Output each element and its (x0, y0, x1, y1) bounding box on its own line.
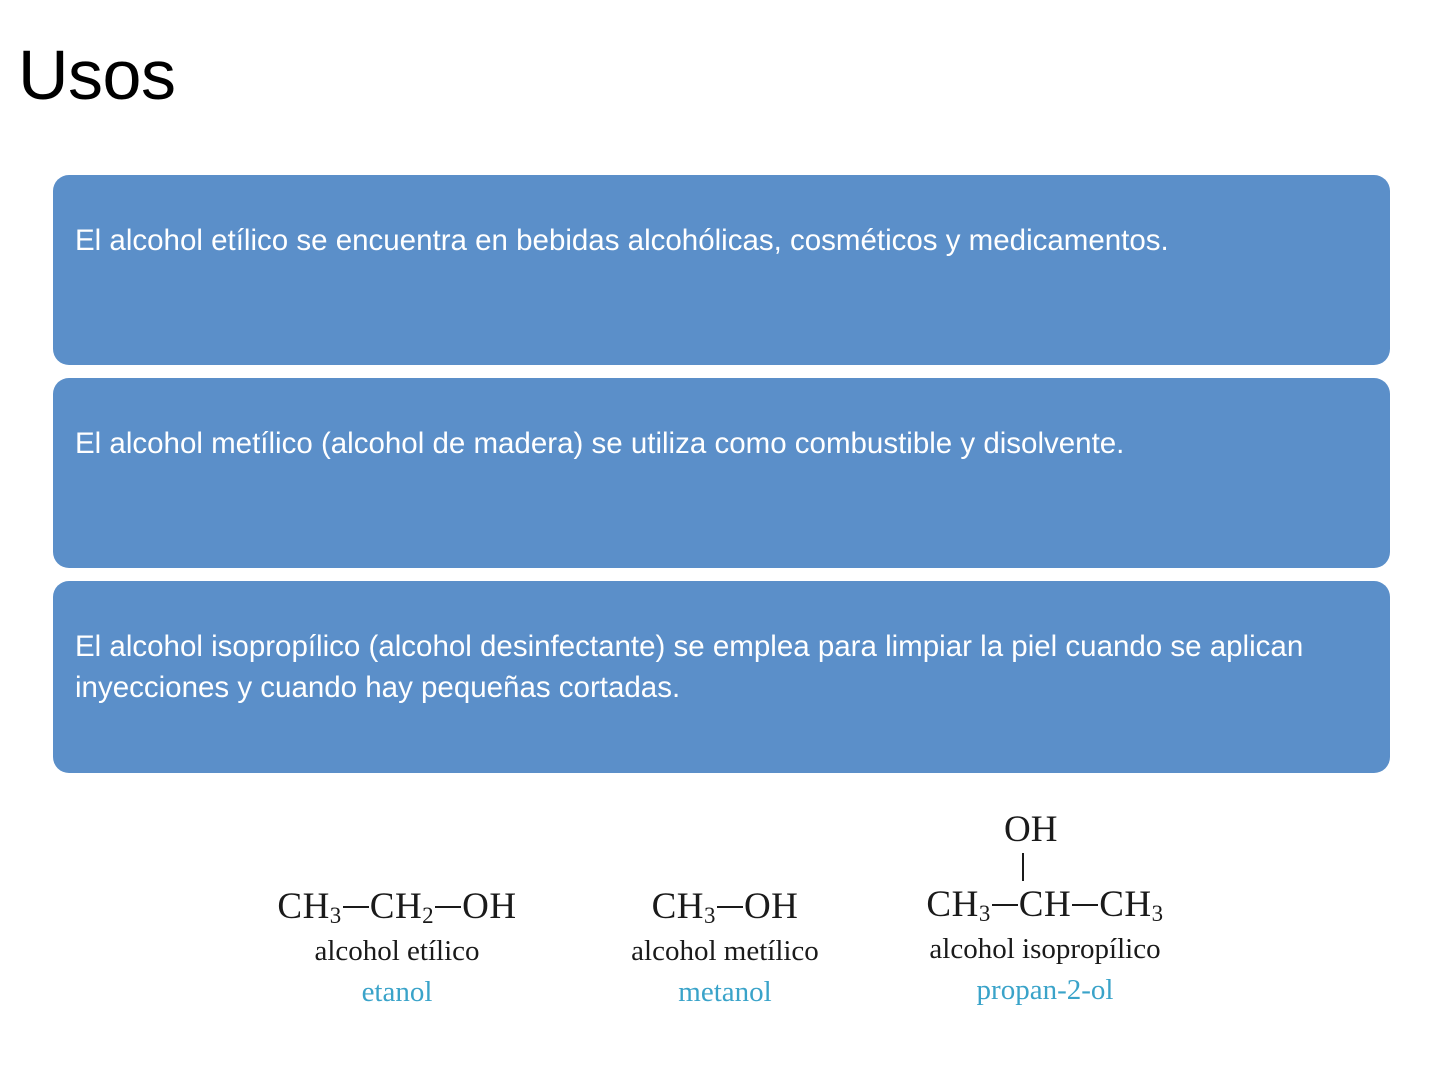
formula-propan-2-ol (900, 808, 1190, 1007)
formula-segment: CH (277, 886, 330, 927)
bond-line-icon (717, 906, 743, 908)
formula-segment: CH (1099, 884, 1152, 925)
formula-subscript: 3 (1151, 901, 1164, 927)
page-title: Usos (18, 36, 176, 114)
card-text: El alcohol metílico (alcohol de madera) se utiliza como combustible y disolvente. (75, 427, 1125, 460)
formula-subscript: 3 (703, 903, 716, 929)
formula-segment: CH (369, 886, 423, 927)
formula-segment: OH (462, 886, 517, 927)
card-alcohol-metilico (53, 378, 1390, 568)
card-list (53, 175, 1390, 773)
formula-methanol (610, 885, 840, 1009)
card-text: El alcohol isopropílico (alcohol desinfectante) se emplea para limpiar la piel cuando se aplican inyecciones y cuando hay pequeñas cortadas. (75, 630, 1304, 704)
card-alcohol-isopropilico (53, 581, 1390, 773)
formula-common-name: alcohol etílico (314, 935, 480, 968)
formula-subscript: 3 (329, 903, 342, 929)
bond-line-icon (992, 904, 1018, 906)
structural-formula-methanol (610, 885, 840, 929)
structural-formula-ethanol (252, 885, 542, 929)
formula-figure (0, 790, 1440, 1050)
card-alcohol-etilico (53, 175, 1390, 365)
formula-common-name: alcohol metílico (631, 935, 819, 968)
formula-subscript: 3 (978, 901, 991, 927)
hydroxyl-group-label: OH (1004, 809, 1058, 850)
formula-segment: CH (1018, 884, 1072, 925)
bond-line-vertical-icon (1022, 853, 1024, 881)
card-text: El alcohol etílico se encuentra en bebidas alcohólicas, cosméticos y medicamentos. (75, 224, 1169, 257)
formula-common-name: alcohol isopropílico (929, 933, 1161, 966)
bond-line-icon (1072, 904, 1098, 906)
bond-line-icon (343, 906, 369, 908)
formula-iupac-name: etanol (361, 976, 433, 1009)
formula-ethanol (252, 885, 542, 1009)
formula-segment: OH (743, 886, 799, 927)
formula-iupac-name: metanol (678, 976, 772, 1009)
bond-line-icon (435, 906, 461, 908)
formula-segment: CH (651, 886, 704, 927)
formula-segment: CH (926, 884, 979, 925)
formula-iupac-name: propan-2-ol (976, 974, 1114, 1007)
formula-subscript: 2 (422, 903, 435, 929)
structural-formula-propan-2-ol (900, 883, 1190, 927)
